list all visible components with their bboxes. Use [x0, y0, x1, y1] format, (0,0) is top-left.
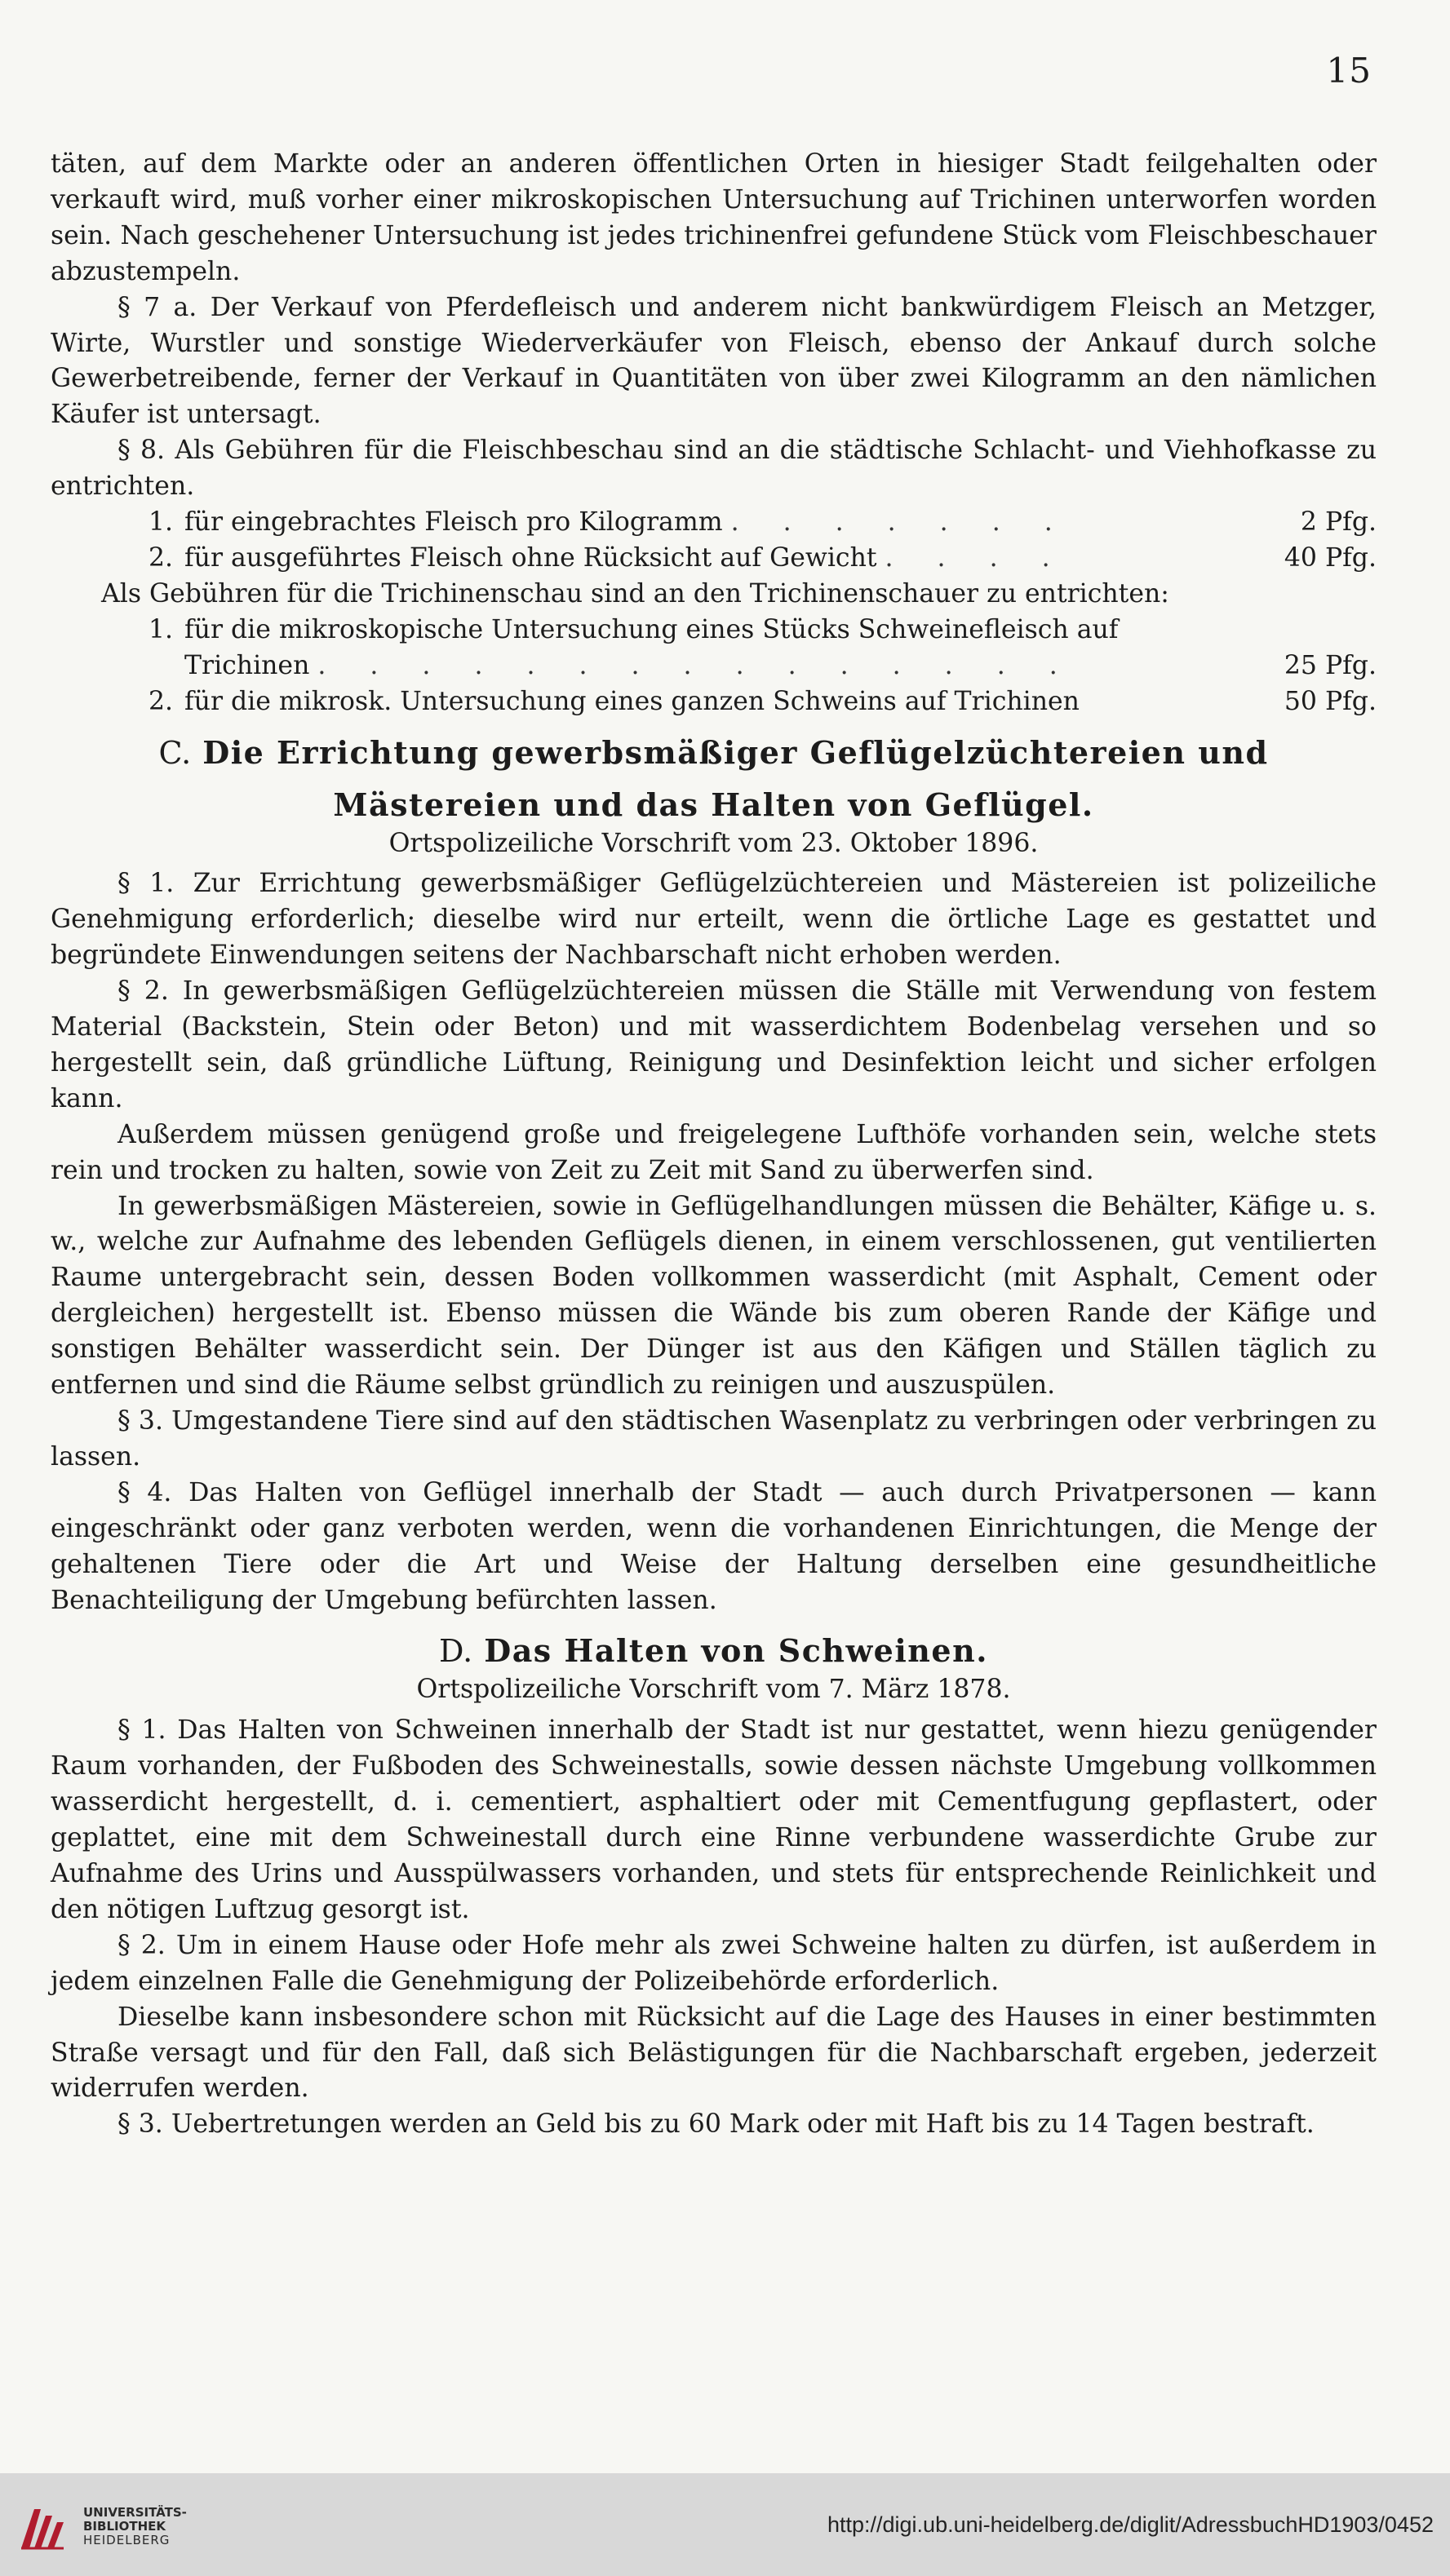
fee-row-continuation	[51, 648, 1377, 684]
paragraph: § 3. Umgestandene Tiere sind auf den städtischen Wasenplatz zu verbringen oder verbringen zu lassen.	[51, 1406, 1377, 1472]
paragraph: In gewerbsmäßigen Mästereien, sowie in Geflügelhandlungen müssen die Behälter, Käfige u. s. w., welche zur Aufnahme des lebenden Geflügels dienen, in einem verschlossenen, gut ventilierten Raume untergebracht sein, dessen Boden vollkommen wasserdicht (mit Asphalt, Cement oder dergleichen) hergestellt ist. Ebenso müssen die Wände bis zum oberen Rande der Käfige und sonstigen Behälter wasserdicht sein. Der Dünger ist aus den Käfigen und Ställen täglich zu entfernen und sind die Räume selbst gründlich zu reinigen und auszuspülen.	[51, 1191, 1377, 1401]
paragraph: § 3. Uebertretungen werden an Geld bis zu 60 Mark oder mit Haft bis zu 14 Tagen bestraft.	[118, 2109, 1315, 2140]
fee-leader: . . . . . . . . . . . . . . .	[317, 650, 1075, 680]
section-d-heading	[51, 1631, 1377, 1671]
section-title-line: Mästereien und das Halten von Geflügel.	[333, 786, 1094, 823]
paragraph: § 1. Das Halten von Schweinen innerhalb der Stadt ist nur gestattet, wenn hiezu genügender Raum vorhanden, der Fußboden des Schweinestalls, sowie dessen nächste Umgebung vollkommen wasserdicht hergestellt, d. i. cementiert, asphaltiert oder mit Cementfugung gepflastert, oder geplattet, eine mit dem Schweinestall durch eine Rinne verbundene wasserdichte Grube zur Aufnahme des Urins und Ausspülwassers vorhanden, und stets für entsprechende Reinlichkeit und den nötigen Luftzug gesorgt ist.	[51, 1715, 1377, 1924]
trichina-fees-intro: Als Gebühren für die Trichinenschau sind an den Trichinenschauer zu entrichten:	[101, 578, 1169, 609]
fee-number: 1.	[148, 507, 173, 538]
fee-label: für die mikroskopische Untersuchung eines Stücks Schweinefleisch auf	[184, 614, 1119, 644]
fee-row	[51, 613, 1377, 648]
section-c-heading	[51, 733, 1377, 772]
permalink-url[interactable]: http://digi.ub.uni-heidelberg.de/diglit/AdressbuchHD1903/0452	[827, 2512, 1434, 2537]
page-number: 15	[1326, 51, 1372, 91]
fee-value: 50 Pfg.	[1284, 686, 1377, 716]
fee-value: 2 Pfg.	[1300, 507, 1377, 538]
paragraph-8: § 8. Als Gebühren für die Fleischbeschau sind an die städtische Schlacht- und Viehhofkasse zu entrichten.	[51, 436, 1377, 502]
fee-leader: . . . .	[885, 542, 1068, 573]
paragraph: § 2. Um in einem Hause oder Hofe mehr als zwei Schweine halten zu dürfen, ist außerdem in jedem einzelnen Falle die Genehmigung der Polizeibehörde erforderlich.	[51, 1930, 1377, 1996]
fee-number: 2.	[148, 542, 173, 573]
section-c-subtitle: Ortspolizeiliche Vorschrift vom 23. Oktober 1896.	[388, 828, 1039, 858]
section-letter: D.	[439, 1633, 473, 1670]
fee-value: 25 Pfg.	[1284, 650, 1377, 680]
paragraph: Dieselbe kann insbesondere schon mit Rücksicht auf die Lage des Hauses in einer bestimmten Straße versagt und für den Fall, daß sich Belästigungen für die Nachbarschaft ergeben, jederzeit widerrufen werden.	[51, 2002, 1377, 2104]
viewer-footer	[0, 2473, 1450, 2576]
fee-value: 40 Pfg.	[1284, 542, 1377, 573]
paragraph: § 4. Das Halten von Geflügel innerhalb der Stadt — auch durch Privatpersonen — kann eingeschränkt oder ganz verboten werden, wenn die vorhandenen Einrichtungen, die Menge der gehaltenen Tiere oder die Art und Weise der Haltung derselben eine gesundheitliche Benachteiligung der Umgebung befürchten lassen.	[51, 1477, 1377, 1615]
fee-number: 2.	[148, 686, 173, 716]
institution-name: UNIVERSITÄTS- BIBLIOTHEK HEIDELBERG	[83, 2505, 187, 2547]
paragraph-7a: § 7 a. Der Verkauf von Pferdefleisch und anderem nicht bankwürdigem Fleisch an Metzger, Wirte, Wurstler und sonstige Wiederverkäufer von Fleisch, ebenso der Ankauf durch solche Gewerbetreibende, ferner der Verkauf in Quantitäten von über zwei Kilogramm an den nämlichen Käufer ist untersagt.	[51, 292, 1377, 430]
section-title-line: Das Halten von Schweinen.	[484, 1632, 988, 1670]
section-letter: C.	[158, 734, 192, 771]
fee-row	[51, 541, 1377, 577]
paragraph: § 1. Zur Errichtung gewerbsmäßiger Geflügelzüchtereien und Mästereien ist polizeiliche Genehmigung erforderlich; dieselbe wird nur erteilt, wenn die örtliche Lage es gestattet und begründete Einwendungen seitens der Nachbarschaft nicht erhoben werden.	[51, 869, 1377, 971]
ub-heidelberg-logo-icon	[16, 2501, 69, 2553]
fee-number: 1.	[148, 614, 173, 644]
page-text	[51, 147, 1377, 2143]
section-title-line: Die Errichtung gewerbsmäßiger Geflügelzüchtereien und	[202, 733, 1269, 771]
fee-label: für die mikrosk. Untersuchung eines ganzen Schweins auf Trichinen	[184, 686, 1080, 716]
paragraph-trichina-continuation: täten, auf dem Markte oder an anderen öffentlichen Orten in hiesiger Stadt feilgehalten oder verkauft wird, muß vorher einer mikroskopischen Untersuchung auf Trichinen unterworfen worden sein. Nach geschehener Untersuchung ist jedes trichinenfrei gefundene Stück vom Fleischbeschauer abzustempeln.	[51, 149, 1377, 286]
paragraph: § 2. In gewerbsmäßigen Geflügelzüchtereien müssen die Ställe mit Verwendung von festem Material (Backstein, Stein oder Beton) und mit wasserdichtem Bodenbelag versehen und so hergestellt sein, daß gründliche Lüftung, Reinigung und Desinfektion leicht und sicher erfolgen kann.	[51, 976, 1377, 1113]
paragraph: Außerdem müssen genügend große und freigelegene Lufthöfe vorhanden sein, welche stets rein und trocken zu halten, sowie von Zeit zu Zeit mit Sand zu überwerfen sind.	[51, 1119, 1377, 1185]
fee-row	[51, 505, 1377, 541]
fee-row	[51, 684, 1377, 720]
section-d-subtitle: Ortspolizeiliche Vorschrift vom 7. März 1878.	[416, 1675, 1011, 1705]
fee-label: für eingebrachtes Fleisch pro Kilogramm	[184, 507, 723, 538]
fee-label: Trichinen	[184, 650, 310, 680]
fee-leader: . . . . . . .	[730, 507, 1071, 538]
fee-label: für ausgeführtes Fleisch ohne Rücksicht auf Gewicht	[184, 542, 877, 573]
section-c-heading-line2	[51, 786, 1377, 825]
